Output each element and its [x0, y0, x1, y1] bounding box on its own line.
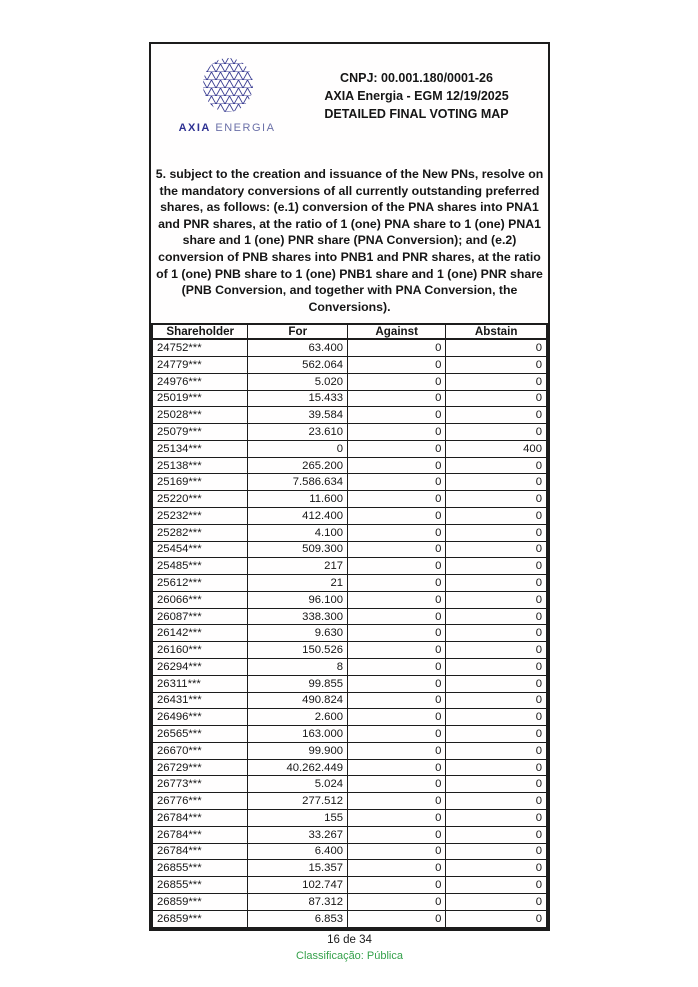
- cell-shareholder: 26066***: [152, 591, 248, 608]
- table-row: [152, 843, 547, 860]
- document-header: [151, 44, 548, 134]
- cell-against: 0: [348, 507, 446, 524]
- cell-shareholder: 25134***: [152, 440, 248, 457]
- cell-abstain: 0: [446, 625, 547, 642]
- cell-shareholder: 25079***: [152, 424, 248, 441]
- cell-against: 0: [348, 726, 446, 743]
- document-title: DETAILED FINAL VOTING MAP: [324, 107, 509, 121]
- cell-shareholder: 26784***: [152, 843, 248, 860]
- cell-for: 102.747: [248, 877, 348, 894]
- cell-shareholder: 26294***: [152, 659, 248, 676]
- cnpj-line: CNPJ: 00.001.180/0001-26: [340, 71, 493, 85]
- cell-for: 8: [248, 659, 348, 676]
- cell-shareholder: 26311***: [152, 675, 248, 692]
- cell-for: 277.512: [248, 793, 348, 810]
- cell-against: 0: [348, 910, 446, 928]
- cell-against: 0: [348, 356, 446, 373]
- table-header-row: [152, 324, 547, 339]
- table-row: [152, 709, 547, 726]
- voting-table: [151, 323, 548, 929]
- cell-abstain: 0: [446, 893, 547, 910]
- cell-against: 0: [348, 810, 446, 827]
- cell-abstain: 0: [446, 675, 547, 692]
- cell-against: 0: [348, 608, 446, 625]
- dotted-globe-icon: [198, 56, 256, 116]
- cell-shareholder: 25169***: [152, 474, 248, 491]
- cell-shareholder: 26855***: [152, 877, 248, 894]
- cell-shareholder: 26859***: [152, 910, 248, 928]
- brand-secondary-text: ENERGIA: [215, 122, 276, 134]
- cell-for: 338.300: [248, 608, 348, 625]
- table-row: [152, 457, 547, 474]
- table-row: [152, 356, 547, 373]
- column-header-against: Against: [348, 324, 446, 339]
- table-row: [152, 474, 547, 491]
- cell-against: 0: [348, 692, 446, 709]
- cell-shareholder: 25612***: [152, 575, 248, 592]
- table-row: [152, 625, 547, 642]
- cell-shareholder: 26855***: [152, 860, 248, 877]
- cell-against: 0: [348, 474, 446, 491]
- cell-against: 0: [348, 659, 446, 676]
- cell-shareholder: 26496***: [152, 709, 248, 726]
- cell-for: 39.584: [248, 407, 348, 424]
- cell-for: 40.262.449: [248, 759, 348, 776]
- cell-for: 155: [248, 810, 348, 827]
- cell-abstain: 0: [446, 726, 547, 743]
- cell-shareholder: 26087***: [152, 608, 248, 625]
- cell-for: 11.600: [248, 491, 348, 508]
- cell-for: 21: [248, 575, 348, 592]
- classification-label: Classificação: Pública: [296, 950, 403, 962]
- cell-against: 0: [348, 591, 446, 608]
- cell-shareholder: 25028***: [152, 407, 248, 424]
- brand-primary-text: AXIA: [178, 122, 211, 134]
- cell-for: 217: [248, 558, 348, 575]
- cell-for: 2.600: [248, 709, 348, 726]
- cell-against: 0: [348, 877, 446, 894]
- resolution-paragraph: 5. subject to the creation and issuance of the New PNs, resolve on the mandatory conversions of all currently outstanding preferred shares, as follows: (e.1) conversion of the PNA shares into PNA1 and PNR shares, at the ratio of 1 (one) PNA share to 1 (one) PNA1 share and 1 (one) PNR share (PNA Conversion); and (e.2) conversion of PNB shares into PNB1 and PNR shares, at the ratio of 1 (one) PNB share to 1 (one) PNB1 share and 1 (one) PNR share (PNB Conversion, and together with PNA Conversion, the Conversions).: [155, 167, 544, 314]
- cell-for: 9.630: [248, 625, 348, 642]
- cell-for: 15.357: [248, 860, 348, 877]
- cell-shareholder: 24779***: [152, 356, 248, 373]
- cell-for: 23.610: [248, 424, 348, 441]
- cell-abstain: 0: [446, 424, 547, 441]
- cell-abstain: 0: [446, 709, 547, 726]
- cell-abstain: 0: [446, 407, 547, 424]
- cell-shareholder: 26160***: [152, 642, 248, 659]
- cell-shareholder: 26776***: [152, 793, 248, 810]
- cell-shareholder: 25454***: [152, 541, 248, 558]
- cell-for: 0: [248, 440, 348, 457]
- cell-shareholder: 25019***: [152, 390, 248, 407]
- cell-abstain: 0: [446, 575, 547, 592]
- cell-against: 0: [348, 575, 446, 592]
- voting-table-body: [152, 339, 547, 928]
- cell-shareholder: 25282***: [152, 524, 248, 541]
- cell-shareholder: 25220***: [152, 491, 248, 508]
- cell-abstain: 0: [446, 776, 547, 793]
- cell-against: 0: [348, 390, 446, 407]
- cell-abstain: 0: [446, 910, 547, 928]
- cell-against: 0: [348, 642, 446, 659]
- table-row: [152, 608, 547, 625]
- cell-against: 0: [348, 491, 446, 508]
- table-row: [152, 759, 547, 776]
- cell-against: 0: [348, 407, 446, 424]
- cell-abstain: 0: [446, 339, 547, 356]
- cell-for: 87.312: [248, 893, 348, 910]
- cell-for: 99.855: [248, 675, 348, 692]
- table-row: [152, 407, 547, 424]
- column-header-for: For: [248, 324, 348, 339]
- cell-abstain: 0: [446, 642, 547, 659]
- cell-shareholder: 25232***: [152, 507, 248, 524]
- cell-abstain: 0: [446, 692, 547, 709]
- cell-against: 0: [348, 457, 446, 474]
- cell-for: 6.400: [248, 843, 348, 860]
- cell-against: 0: [348, 860, 446, 877]
- cell-against: 0: [348, 843, 446, 860]
- table-row: [152, 524, 547, 541]
- cell-abstain: 0: [446, 608, 547, 625]
- cell-abstain: 0: [446, 491, 547, 508]
- cell-for: 5.024: [248, 776, 348, 793]
- cell-for: 15.433: [248, 390, 348, 407]
- cell-abstain: 0: [446, 541, 547, 558]
- cell-abstain: 0: [446, 826, 547, 843]
- cell-against: 0: [348, 793, 446, 810]
- table-row: [152, 491, 547, 508]
- table-row: [152, 910, 547, 928]
- cell-shareholder: 24752***: [152, 339, 248, 356]
- cell-for: 6.853: [248, 910, 348, 928]
- cell-for: 490.824: [248, 692, 348, 709]
- table-row: [152, 776, 547, 793]
- cell-abstain: 0: [446, 507, 547, 524]
- table-row: [152, 575, 547, 592]
- cell-against: 0: [348, 709, 446, 726]
- cell-shareholder: 26784***: [152, 826, 248, 843]
- cell-for: 96.100: [248, 591, 348, 608]
- cell-for: 33.267: [248, 826, 348, 843]
- cell-abstain: 0: [446, 877, 547, 894]
- cell-against: 0: [348, 524, 446, 541]
- cell-for: 265.200: [248, 457, 348, 474]
- cell-against: 0: [348, 424, 446, 441]
- cell-for: 150.526: [248, 642, 348, 659]
- table-row: [152, 692, 547, 709]
- table-row: [152, 424, 547, 441]
- voting-table-container: [151, 323, 548, 929]
- cell-shareholder: 26773***: [152, 776, 248, 793]
- cell-abstain: 0: [446, 759, 547, 776]
- cell-against: 0: [348, 893, 446, 910]
- header-text-block: [291, 52, 542, 123]
- cell-against: 0: [348, 339, 446, 356]
- cell-for: 63.400: [248, 339, 348, 356]
- table-row: [152, 675, 547, 692]
- cell-against: 0: [348, 625, 446, 642]
- cell-against: 0: [348, 759, 446, 776]
- cell-shareholder: 26859***: [152, 893, 248, 910]
- cell-abstain: 0: [446, 373, 547, 390]
- cell-shareholder: 26142***: [152, 625, 248, 642]
- table-row: [152, 390, 547, 407]
- cell-for: 412.400: [248, 507, 348, 524]
- cell-for: 4.100: [248, 524, 348, 541]
- cell-for: 99.900: [248, 742, 348, 759]
- axia-wordmark: [163, 122, 291, 134]
- cell-abstain: 0: [446, 390, 547, 407]
- cell-abstain: 0: [446, 860, 547, 877]
- meeting-line: AXIA Energia - EGM 12/19/2025: [324, 89, 509, 103]
- table-row: [152, 742, 547, 759]
- cell-abstain: 0: [446, 843, 547, 860]
- table-row: [152, 541, 547, 558]
- document-page: [149, 42, 550, 931]
- cell-shareholder: 25138***: [152, 457, 248, 474]
- column-header-shareholder: Shareholder: [152, 324, 248, 339]
- table-row: [152, 659, 547, 676]
- table-row: [152, 339, 547, 356]
- cell-against: 0: [348, 776, 446, 793]
- column-header-abstain: Abstain: [446, 324, 547, 339]
- cell-shareholder: 25485***: [152, 558, 248, 575]
- table-row: [152, 860, 547, 877]
- cell-against: 0: [348, 826, 446, 843]
- cell-for: 163.000: [248, 726, 348, 743]
- cell-against: 0: [348, 541, 446, 558]
- cell-against: 0: [348, 440, 446, 457]
- cell-abstain: 0: [446, 742, 547, 759]
- axia-logo: [163, 52, 291, 134]
- cell-shareholder: 26670***: [152, 742, 248, 759]
- cell-for: 509.300: [248, 541, 348, 558]
- table-row: [152, 591, 547, 608]
- table-row: [152, 893, 547, 910]
- cell-abstain: 0: [446, 474, 547, 491]
- cell-against: 0: [348, 742, 446, 759]
- cell-abstain: 400: [446, 440, 547, 457]
- cell-abstain: 0: [446, 793, 547, 810]
- cell-for: 5.020: [248, 373, 348, 390]
- cell-abstain: 0: [446, 356, 547, 373]
- cell-abstain: 0: [446, 524, 547, 541]
- table-row: [152, 558, 547, 575]
- cell-abstain: 0: [446, 810, 547, 827]
- cell-abstain: 0: [446, 591, 547, 608]
- cell-shareholder: 26565***: [152, 726, 248, 743]
- table-row: [152, 642, 547, 659]
- table-row: [152, 507, 547, 524]
- page-number: 16 de 34: [327, 934, 372, 946]
- cell-shareholder: 26431***: [152, 692, 248, 709]
- table-row: [152, 440, 547, 457]
- table-row: [152, 826, 547, 843]
- table-row: [152, 810, 547, 827]
- cell-shareholder: 26729***: [152, 759, 248, 776]
- cell-abstain: 0: [446, 457, 547, 474]
- cell-for: 562.064: [248, 356, 348, 373]
- table-row: [152, 877, 547, 894]
- table-row: [152, 373, 547, 390]
- cell-shareholder: 26784***: [152, 810, 248, 827]
- cell-for: 7.586.634: [248, 474, 348, 491]
- cell-abstain: 0: [446, 558, 547, 575]
- cell-abstain: 0: [446, 659, 547, 676]
- table-row: [152, 726, 547, 743]
- table-row: [152, 793, 547, 810]
- cell-against: 0: [348, 373, 446, 390]
- cell-shareholder: 24976***: [152, 373, 248, 390]
- cell-against: 0: [348, 675, 446, 692]
- cell-against: 0: [348, 558, 446, 575]
